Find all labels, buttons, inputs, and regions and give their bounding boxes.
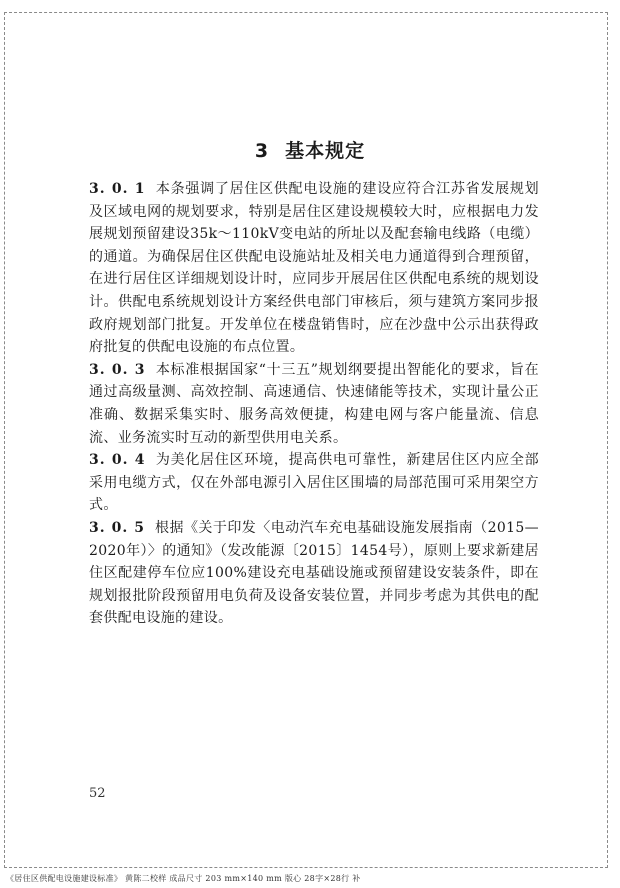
- clause-number: 3. 0. 1: [89, 181, 146, 197]
- clause-3-0-1: [89, 178, 539, 359]
- clause-text: 本标准根据国家“十三五”规划纲要提出智能化的要求，旨在通过高级量测、高效控制、高速通信、快速储能等技术，实现计量公正准确、数据采集实时、服务高效便捷，构建电网与客户能量流、信息流、业务流实时互动的新型供用电关系。: [89, 361, 539, 446]
- clause-number: 3. 0. 5: [89, 519, 145, 536]
- clause-text: 为美化居住区环境，提高供电可靠性，新建居住区内应全部采用电缆方式，仅在外部电源引入居住区围墙的局部范围可采用架空方式。: [89, 452, 539, 514]
- clause-3-0-4: [89, 449, 539, 517]
- page-number: 52: [89, 786, 106, 801]
- clause-number: 3. 0. 3: [89, 361, 146, 378]
- chapter-number: 3: [254, 140, 270, 162]
- chapter-heading: 基本规定: [285, 140, 366, 162]
- document-body: [89, 178, 539, 630]
- clause-3-0-5: [89, 517, 539, 630]
- clause-text: 本条强调了居住区供配电设施的建设应符合江苏省发展规划及区域电网的规划要求，特别是居住区建设规模较大时，应根据电力发展规划预留建设35k～110kV变电站的所址以及配套输电线路（电缆）的通道。为确保居住区供配电设施站址及相关电力通道得到合理预留，在进行居住区详细规划设计时，应同步开展居住区供配电系统的规划设计。供配电系统规划设计方案经供电部门审核后，须与建筑方案同步报政府规划部门批复。开发单位在楼盘销售时，应在沙盘中公示出获得政府批复的供配电设施的布点位置。: [89, 181, 539, 356]
- clause-text: 根据《关于印发〈电动汽车充电基础设施发展指南（2015—2020年）〉的通知》（发改能源〔2015〕1454号），原则上要求新建居住区配建停车位应100%建设充电基础设施或预留建设安装条件，即在规划报批阶段预留用电负荷及设备安装位置，并同步考虑为其供电的配套供配电设施的建设。: [89, 519, 539, 627]
- print-proof-footer: 《居住区供配电设施建设标准》 黄陈二校样 成品尺寸 203 mm×140 mm 版心 28字×28行 补: [6, 874, 361, 883]
- chapter-title: [0, 136, 620, 163]
- clause-3-0-3: [89, 359, 539, 449]
- clause-number: 3. 0. 4: [89, 452, 146, 469]
